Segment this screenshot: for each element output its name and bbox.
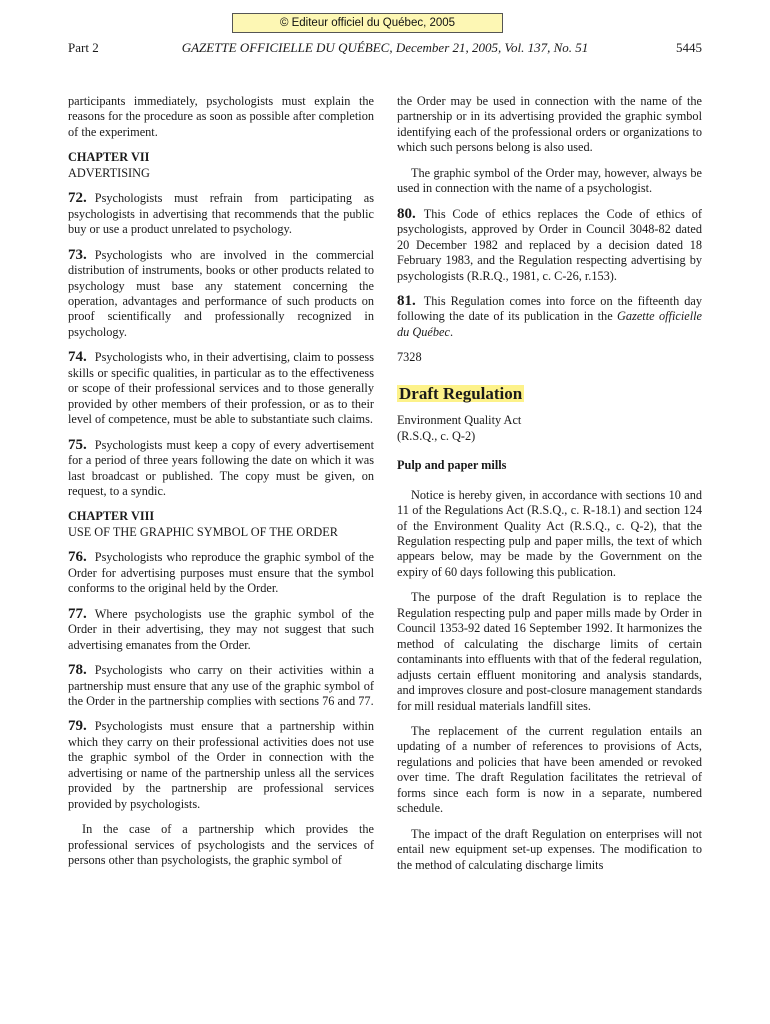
right-column [397,94,702,883]
article-73 [68,248,374,341]
gazette-title: GAZETTE OFFICIELLE DU QUÉBEC, December 21, 2005, Vol. 137, No. 51 [181,40,589,55]
continued-paragraph: the Order may be used in connection with the name of the partnership or in its advertising provided the graphic symbol identifying each of the professional orders or organizations to which such persons belong is also used. [397,94,702,155]
article-number: 73. [68,246,87,263]
article-78 [68,663,374,709]
intro-paragraph: participants immediately, psychologists must explain the reasons for the procedure as soon as possible after completion of the experiment. [68,94,374,139]
copyright-banner: © Editeur officiel du Québec, 2005 [232,13,503,33]
article-text: Psychologists who, in their advertising, claim to possess skills or specific qualities, in particular as to the effectiveness or scope of their professional services and to those generally provided by other members of their profession, or as to their level of competence, must be able to substantiate such claims. [68,350,374,427]
article-text: Psychologists who carry on their activities within a partnership must ensure that any use of the graphic symbol of the Order in the partnership complies with sections 76 and 77. [68,663,374,708]
article-number: 80. [397,205,416,222]
notice-paragraph: Notice is hereby given, in accordance with sections 10 and 11 of the Regulations Act (R.S.Q., c. R-18.1) and section 124 of the Environment Quality Act (R.S.Q., c. Q-2), that the Regulation respecting pulp and paper mills, the text of which appears below, may be made by the Government on the expiry of 60 days following this publication. [397,487,702,579]
article-79 [68,719,374,812]
article-72 [68,191,374,237]
article-end: . [449,324,454,339]
article-number: 72. [68,190,87,207]
article-text: Psychologists must ensure that a partnership within which they carry on their professional activities does not use the graphic symbol of the Order in connection with the advertising or name of the partnership unless all the services provided by the partnership are professional services provided by psychologists. [68,719,374,811]
impact-paragraph: The impact of the draft Regulation on enterprises will not entail new equipment set-up expenses. The modification to the method of calculating discharge limits [397,826,702,872]
article-text: This Regulation comes into force on the fifteenth day following the date of its publication in the [397,293,702,324]
chapter-subtitle: USE OF THE GRAPHIC SYMBOL OF THE ORDER [68,524,338,539]
article-text: Psychologists must refrain from participating as psychologists in advertising that recommends that the public buy or use a product unrelated to psychology. [68,191,374,237]
article-number: 81. [397,292,416,309]
act-citation: (R.S.Q., c. Q-2) [397,428,476,443]
partnership-paragraph: In the case of a partnership which provides the professional services of psychologists and the services of persons other than psychologists, the graphic symbol of [68,822,374,868]
chapter-subtitle: ADVERTISING [68,165,150,180]
article-number: 79. [68,718,87,735]
article-81 [397,294,702,340]
symbol-paragraph: The graphic symbol of the Order may, however, always be used in connection with the name of a psychologist. [397,165,702,196]
article-77 [68,607,374,653]
article-75 [68,438,374,500]
document-number: 7328 [397,350,422,365]
article-number: 77. [68,605,87,622]
subject-heading: Pulp and paper mills [397,458,507,473]
chapter-8-heading [68,509,374,540]
chapter-7-heading [68,150,374,181]
act-name: Environment Quality Act [397,413,522,428]
gazette-name: Gazette officielle du Québec [397,309,702,339]
purpose-paragraph: The purpose of the draft Regulation is to replace the Regulation respecting pulp and paper mills made by Order in Council 1353-92 dated 16 September 1992. It harmonizes the method of calculating the discharge limits of certain contaminants into effluents with that of the federal regulation, adjusts certain effluent monitoring and analysis standards, and improves closure and post-closure management standards for mill residual materials landfill sites. [397,590,702,713]
page-number: 5445 [676,40,702,55]
article-76 [68,550,374,596]
part-label: Part 2 [68,40,99,55]
left-column [68,94,374,878]
article-text: Where psychologists use the graphic symbol of the Order in their advertising, they may not suggest that such advertising emanates from the Order. [68,606,374,652]
article-text: This Code of ethics replaces the Code of ethics of psychologists, approved by Order in Council 3048-82 dated 20 December 1982 and replaced by a decision dated 18 February 1983, and the Regulation respecting advertising by psychologists (R.R.Q., 1981, c. C-26, r.153). [397,206,702,283]
article-number: 74. [68,349,87,366]
chapter-title: CHAPTER VII [68,150,150,165]
article-number: 76. [68,549,87,566]
article-text: Psychologists must keep a copy of every advertisement for a period of three years following the date on which it was last broadcast or published. The copy must be given, on request, to a syndic. [68,437,374,498]
replacement-paragraph: The replacement of the current regulation entails an updating of a number of references to provisions of Acts, regulations and policies that have been amended or revoked over time. The draft Regulation facilitates the retrieval of forms since each form is now in a separate, numbered schedule. [397,723,702,816]
page-header [68,40,702,58]
act-reference [397,413,702,444]
article-text: Psychologists who reproduce the graphic symbol of the Order for advertising purposes must ensure that the symbol conforms to the original held by the Order. [68,550,374,596]
article-80 [397,207,702,284]
article-text: Psychologists who are involved in the commercial distribution of instruments, books or other products related to psychology must base any statement concerning the operation, advantages and performance of such products on proof scientifically and professionally recognized in psychology. [68,247,374,339]
article-number: 78. [68,662,87,679]
draft-heading-text: Draft Regulation [399,383,523,403]
article-74 [68,350,374,427]
article-number: 75. [68,436,87,453]
chapter-title: CHAPTER VIII [68,509,155,524]
draft-regulation-heading [397,385,702,413]
